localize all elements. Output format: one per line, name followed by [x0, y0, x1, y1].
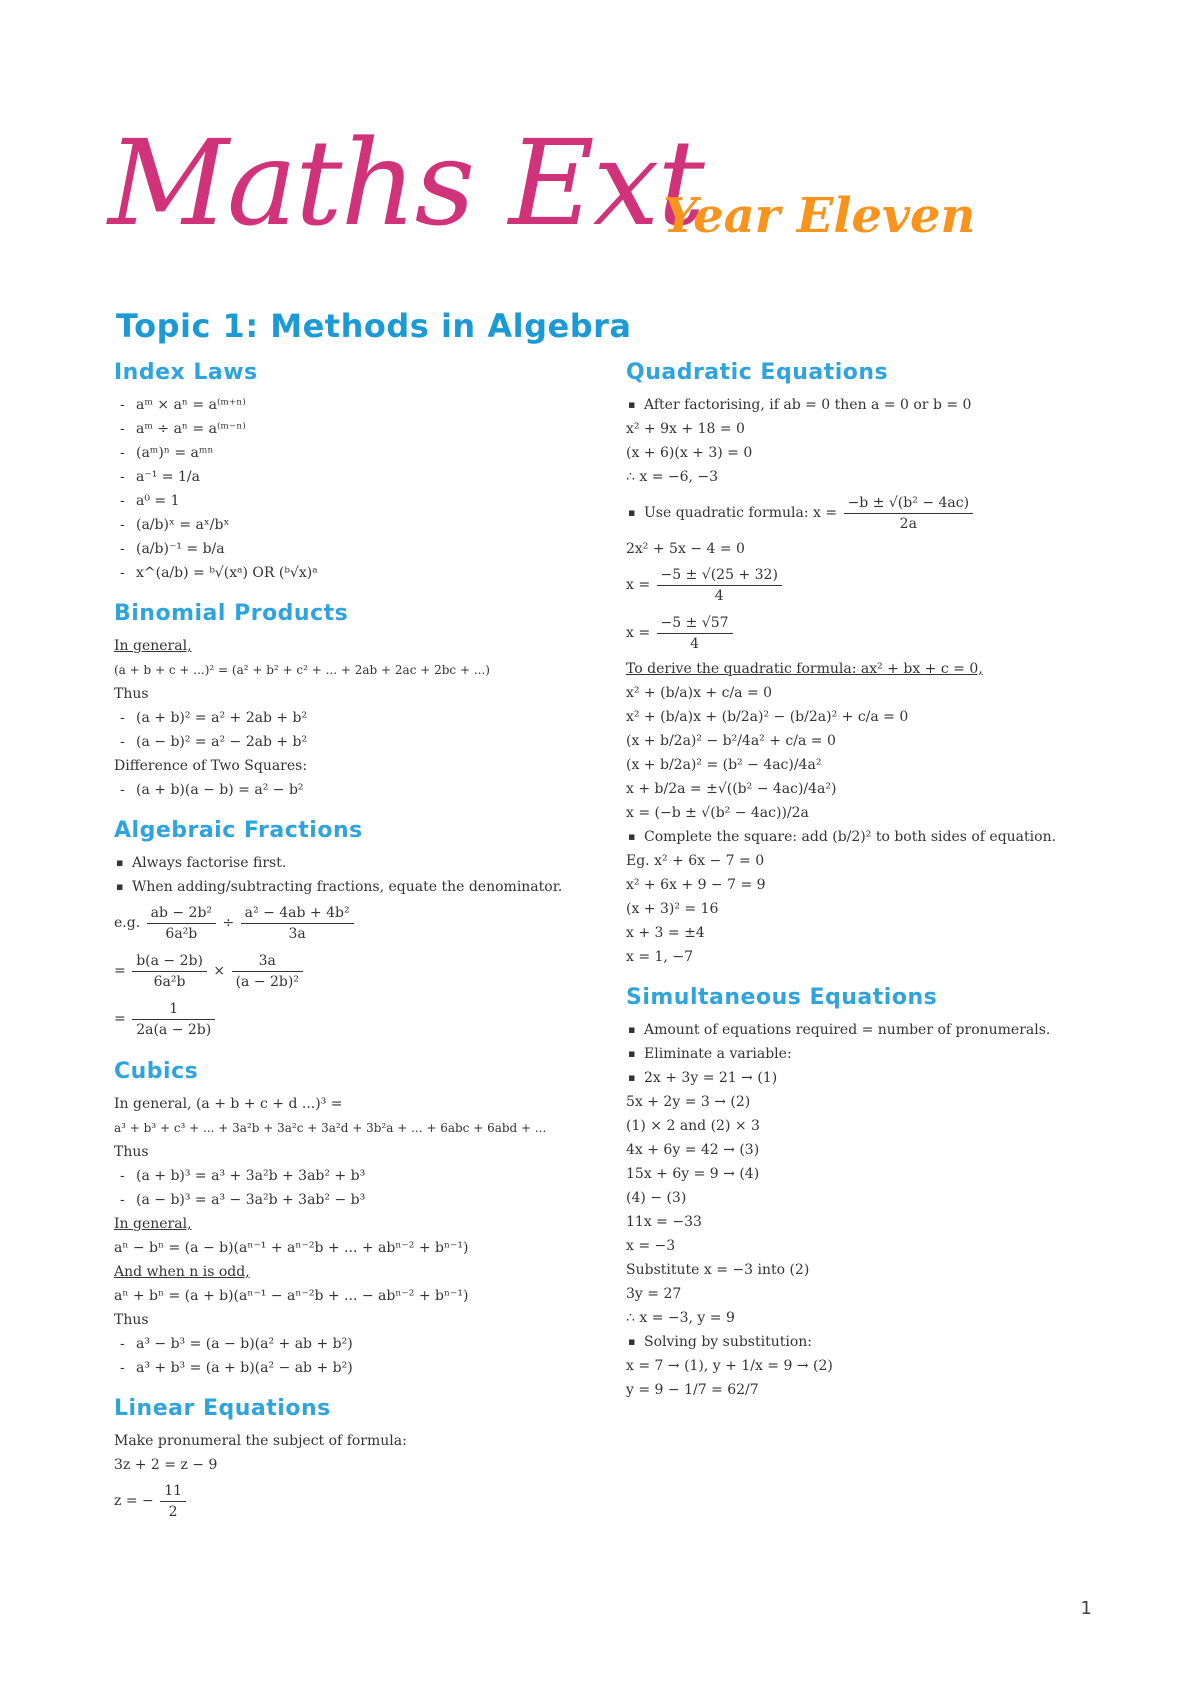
fraction: [241, 903, 354, 944]
complete-square-step: x + 3 = ±4: [626, 925, 705, 941]
fraction: [147, 903, 216, 944]
numerator: 11: [160, 1481, 186, 1502]
cubics-odd-label: And when n is odd,: [114, 1264, 250, 1280]
simultaneous-step: 5x + 2y = 3 → (2): [626, 1094, 751, 1110]
fraction-example-1: [114, 899, 614, 947]
substitution-step: x = 7 → (1), y + 1/x = 9 → (2): [626, 1358, 833, 1374]
cubics-item: - a³ − b³ = (a − b)(a² + ab + b²): [114, 1332, 614, 1356]
index-law: - (a/b)ˣ = aˣ/bˣ: [114, 513, 614, 537]
fractions-bullet: ▪ Always factorise first.: [114, 851, 614, 875]
numerator: b(a − 2b): [132, 951, 207, 972]
formula-label: Use quadratic formula: x =: [644, 505, 838, 521]
fraction: [657, 565, 782, 606]
fraction: [132, 999, 215, 1040]
index-law: - aᵐ ÷ aⁿ = a⁽ᵐ⁻ⁿ⁾: [114, 417, 614, 441]
fraction: [657, 613, 733, 654]
cubics-item: - (a − b)³ = a³ − 3a²b + 3ab² − b³: [114, 1188, 614, 1212]
binomial-thus: Thus: [114, 686, 149, 702]
numerator: a² − 4ab + 4b²: [241, 903, 354, 924]
title-subtitle: Year Eleven: [663, 188, 976, 244]
simultaneous-step: (4) − (3): [626, 1190, 687, 1206]
denominator: 6a²b: [165, 925, 198, 942]
index-law: - (aᵐ)ⁿ = aᵐⁿ: [114, 441, 614, 465]
title-main: Maths Ext: [108, 114, 703, 252]
fraction: [844, 493, 973, 534]
cubics-thus: Thus: [114, 1312, 149, 1328]
quadratic-step: [626, 609, 1096, 657]
simultaneous-step: ∴ x = −3, y = 9: [626, 1310, 735, 1326]
fraction: [232, 951, 303, 992]
x-equals: x =: [626, 625, 651, 641]
diff-squares-label: Difference of Two Squares:: [114, 758, 308, 774]
cubics-expansion: a³ + b³ + c³ + ... + 3a²b + 3a²c + 3a²d + 3b²a + ... + 6abc + 6abd + ...: [114, 1121, 547, 1135]
quadratic-line: x² + 9x + 18 = 0: [626, 421, 745, 437]
derive-step: x² + (b/a)x + (b/2a)² − (b/2a)² + c/a = 0: [626, 709, 909, 725]
equals: =: [114, 963, 126, 979]
numerator: −5 ± √(25 + 32): [657, 565, 782, 586]
substitution-step: y = 9 − 1/7 = 62/7: [626, 1382, 759, 1398]
quadratic-heading: Quadratic Equations: [626, 360, 889, 385]
simultaneous-step: 3y = 27: [626, 1286, 682, 1302]
simultaneous-bullet: ▪ 2x + 3y = 21 → (1): [626, 1066, 1096, 1090]
denominator: 4: [690, 635, 699, 652]
simultaneous-bullet: ▪ Amount of equations required = number of pronumerals.: [626, 1018, 1096, 1042]
denominator: 6a²b: [153, 973, 186, 990]
simultaneous-step: Substitute x = −3 into (2): [626, 1262, 810, 1278]
linear-result: [114, 1477, 614, 1525]
derive-step: (x + b/2a)² = (b² − 4ac)/4a²: [626, 757, 822, 773]
simultaneous-step: 15x + 6y = 9 → (4): [626, 1166, 760, 1182]
index-law: - x^(a/b) = ᵇ√(xᵃ) OR (ᵇ√x)ᵃ: [114, 561, 614, 585]
substitution-bullet: ▪ Solving by substitution:: [626, 1330, 1096, 1354]
denominator: 2a(a − 2b): [136, 1021, 212, 1038]
eg-label: e.g.: [114, 915, 141, 931]
binomial-general: (a + b + c + ...)² = (a² + b² + c² + ... + 2ab + 2ac + 2bc + ...): [114, 663, 490, 677]
binomial-heading: Binomial Products: [114, 601, 349, 626]
result-prefix: z = −: [114, 1493, 154, 1509]
linear-intro: Make pronumeral the subject of formula:: [114, 1433, 407, 1449]
denominator: 2a: [899, 515, 917, 532]
cubics-general-eq: aⁿ − bⁿ = (a − b)(aⁿ⁻¹ + aⁿ⁻²b + ... + abⁿ⁻² + bⁿ⁻¹): [114, 1240, 469, 1256]
cubics-odd-eq: aⁿ + bⁿ = (a + b)(aⁿ⁻¹ − aⁿ⁻²b + ... − abⁿ⁻² + bⁿ⁻¹): [114, 1288, 469, 1304]
operator: ÷: [222, 915, 235, 931]
quadratic-step: [626, 561, 1096, 609]
quadratic-bullet: ▪ After factorising, if ab = 0 then a = 0 or b = 0: [626, 393, 1096, 417]
left-column: [114, 360, 614, 1525]
complete-square-step: x² + 6x + 9 − 7 = 9: [626, 877, 766, 893]
fraction-example-3: [114, 995, 614, 1043]
complete-square-step: Eg. x² + 6x − 7 = 0: [626, 853, 765, 869]
numerator: −5 ± √57: [657, 613, 733, 634]
binomial-item: - (a − b)² = a² − 2ab + b²: [114, 730, 614, 754]
binomial-intro: In general,: [114, 638, 192, 654]
simultaneous-step: 4x + 6y = 42 → (3): [626, 1142, 760, 1158]
derive-step: x = (−b ± √(b² − 4ac))/2a: [626, 805, 809, 821]
simultaneous-bullet: ▪ Eliminate a variable:: [626, 1042, 1096, 1066]
topic-heading: Topic 1: Methods in Algebra: [116, 307, 632, 345]
simultaneous-step: 11x = −33: [626, 1214, 702, 1230]
numerator: −b ± √(b² − 4ac): [844, 493, 973, 514]
quadratic-line: (x + 6)(x + 3) = 0: [626, 445, 753, 461]
denominator: 4: [714, 587, 724, 604]
quadratic-line: 2x² + 5x − 4 = 0: [626, 541, 745, 557]
page-number: 1: [1080, 1598, 1092, 1619]
fractions-bullet: ▪ When adding/subtracting fractions, equate the denominator.: [114, 875, 614, 899]
right-column: [626, 360, 1096, 1402]
simultaneous-step: x = −3: [626, 1238, 676, 1254]
numerator: 1: [132, 999, 215, 1020]
cubics-thus: Thus: [114, 1144, 149, 1160]
index-laws-heading: Index Laws: [114, 360, 258, 385]
fraction: [160, 1481, 186, 1522]
quadratic-formula: [626, 489, 1096, 537]
index-law: - aᵐ × aⁿ = a⁽ᵐ⁺ⁿ⁾: [114, 393, 614, 417]
simultaneous-heading: Simultaneous Equations: [626, 985, 938, 1010]
simultaneous-step: (1) × 2 and (2) × 3: [626, 1118, 760, 1134]
cubics-general: In general, (a + b + c + d ...)³ =: [114, 1096, 343, 1112]
quadratic-line: ∴ x = −6, −3: [626, 469, 719, 485]
denominator: 3a: [288, 925, 306, 942]
derive-step: (x + b/2a)² − b²/4a² + c/a = 0: [626, 733, 836, 749]
derive-step: x² + (b/a)x + c/a = 0: [626, 685, 773, 701]
fractions-heading: Algebraic Fractions: [114, 818, 363, 843]
equals: =: [114, 1011, 126, 1027]
complete-square-step: x = 1, −7: [626, 949, 693, 965]
index-law: - (a/b)⁻¹ = b/a: [114, 537, 614, 561]
numerator: ab − 2b²: [147, 903, 216, 924]
cubics-item: - (a + b)³ = a³ + 3a²b + 3ab² + b³: [114, 1164, 614, 1188]
derive-step: x + b/2a = ±√((b² − 4ac)/4a²): [626, 781, 837, 797]
cubics-item: - a³ + b³ = (a + b)(a² − ab + b²): [114, 1356, 614, 1380]
diff-squares: - (a + b)(a − b) = a² − b²: [114, 778, 614, 802]
index-law: - a⁻¹ = 1/a: [114, 465, 614, 489]
fraction: [132, 951, 207, 992]
binomial-item: - (a + b)² = a² + 2ab + b²: [114, 706, 614, 730]
index-law: - a⁰ = 1: [114, 489, 614, 513]
linear-eq: 3z + 2 = z − 9: [114, 1457, 218, 1473]
fraction-example-2: [114, 947, 614, 995]
denominator: 2: [168, 1503, 178, 1520]
linear-heading: Linear Equations: [114, 1396, 331, 1421]
numerator: 3a: [232, 951, 303, 972]
derive-label: To derive the quadratic formula: ax² + bx + c = 0,: [626, 661, 983, 677]
operator: ×: [213, 963, 226, 979]
cubics-heading: Cubics: [114, 1059, 199, 1084]
complete-square-bullet: ▪ Complete the square: add (b/2)² to both sides of equation.: [626, 825, 1096, 849]
cubics-general-label: In general,: [114, 1216, 192, 1232]
x-equals: x =: [626, 577, 651, 593]
denominator: (a − 2b)²: [235, 973, 299, 990]
complete-square-step: (x + 3)² = 16: [626, 901, 719, 917]
